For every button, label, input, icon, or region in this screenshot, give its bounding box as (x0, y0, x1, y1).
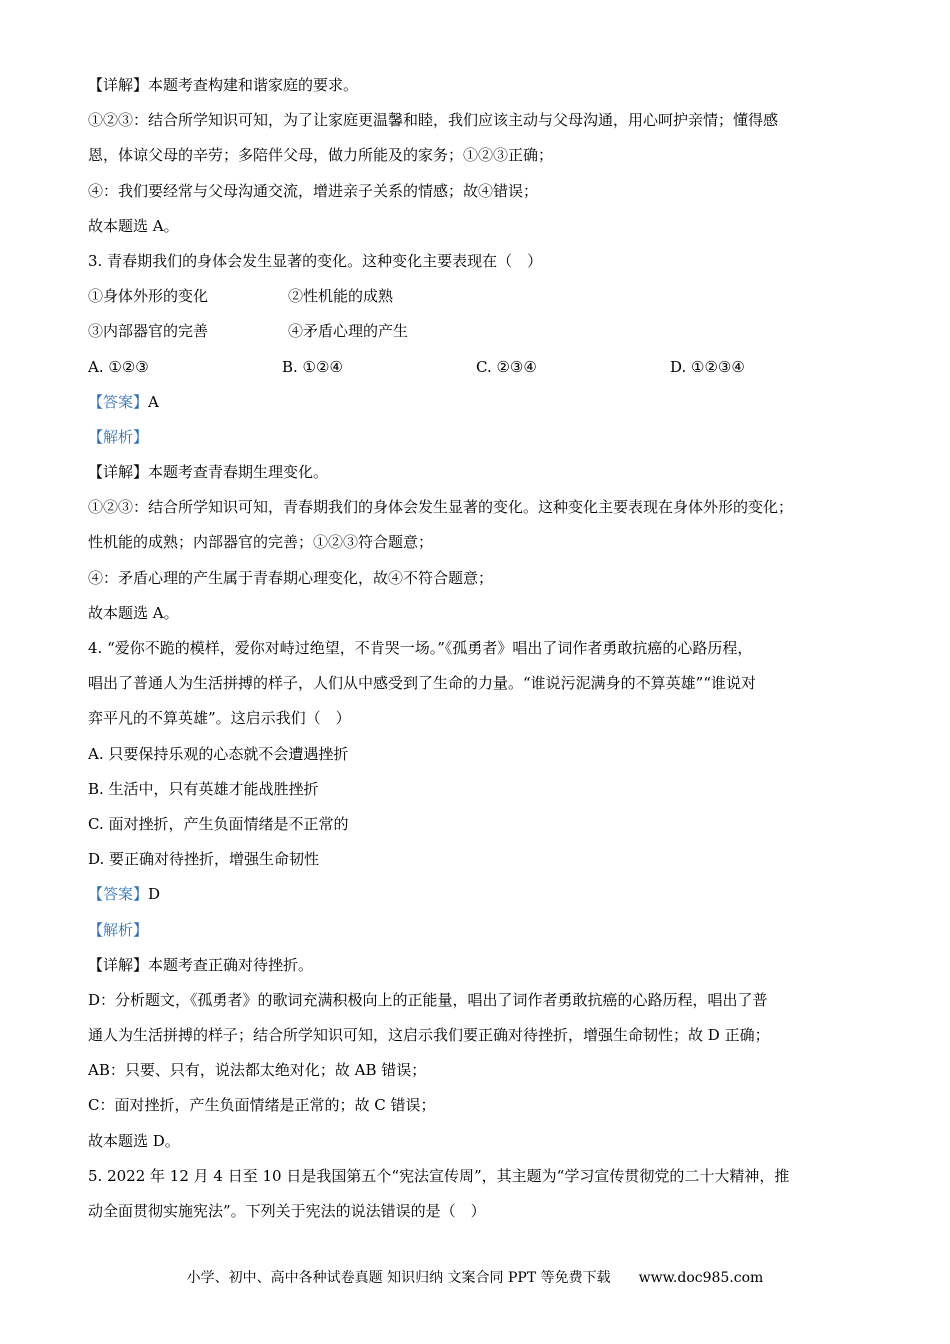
section-tag: 【详解】 (88, 463, 149, 482)
text-line: ④：矛盾心理的产生属于青春期心理变化，故④不符合题意； (88, 568, 494, 587)
section-text: 本题考查正确对待挫折。 (148, 955, 314, 974)
section-tag: 【详解】 (88, 955, 149, 974)
text-line: 动全面贯彻实施宪法”。下列关于宪法的说法错误的是（ ） (88, 1202, 486, 1220)
text-line: ④：我们要经常与父母沟通交流，增进亲子关系的情感；故④错误； (88, 181, 539, 200)
text-line: 恩，体谅父母的辛劳；多陪伴父母，做力所能及的家务；①②③正确； (88, 146, 554, 165)
section-text: 本题考查青春期生理变化。 (148, 463, 329, 482)
text-line: 5. 2022 年 12 月 4 日至 10 日是我国第五个“宪法宣传周”，其主题为“学习宣传贯彻党的二十大精神，推 (88, 1166, 790, 1185)
statement-option: ④矛盾心理的产生 (288, 322, 409, 341)
statement-option: ①身体外形的变化 (88, 287, 209, 306)
footer-url[interactable]: www.doc985.com (638, 1270, 764, 1286)
text-line: 通人为生活拼搏的样子；结合所学知识可知，这启示我们要正确对待挫折，增强生命韧性；故 D 正确； (88, 1026, 770, 1045)
text-line: B. 生活中，只有英雄才能战胜挫折 (88, 779, 319, 798)
text-line: 3. 青春期我们的身体会发生显著的变化。这种变化主要表现在（ ） (88, 251, 543, 270)
section-text: 本题考查构建和谐家庭的要求。 (148, 76, 359, 94)
text-line: 唱出了普通人为生活拼搏的样子，人们从中感受到了生命的力量。“谁说污泥满身的不算英雄”“谁说对 (88, 674, 757, 693)
text-line: 弈平凡的不算英雄”。这启示我们（ ） (88, 709, 351, 728)
detail-line (88, 948, 878, 983)
text-line: D：分析题文，《孤勇者》的歌词充满积极向上的正能量，唱出了词作者勇敢抗癌的心路历程，唱出了普 (88, 990, 768, 1009)
choice-option: A. ①②③ (88, 357, 149, 376)
detail-line (88, 455, 878, 490)
text-line: 故本题选 D。 (88, 1131, 180, 1150)
text-line: C：面对挫折，产生负面情绪是正常的；故 C 错误； (88, 1096, 436, 1115)
statement-option: ③内部器官的完善 (88, 322, 209, 341)
text-line: AB：只要、只有，说法都太绝对化；故 AB 错误； (88, 1061, 427, 1080)
text-line: 故本题选 A。 (88, 216, 179, 235)
choice-option: B. ①②④ (282, 357, 343, 376)
statement-option: ②性机能的成熟 (288, 287, 394, 306)
text-line: D. 要正确对待挫折，增强生命韧性 (88, 850, 320, 869)
text-line: ①②③：结合所学知识可知，为了让家庭更温馨和睦，我们应该主动与父母沟通，用心呵护亲情；懂得感 (88, 111, 779, 130)
text-line: C. 面对挫折，产生负面情绪是不正常的 (88, 814, 349, 833)
page-footer (0, 1267, 950, 1287)
analysis-line (88, 420, 878, 455)
section-text: D (148, 885, 161, 904)
text-line: ①②③：结合所学知识可知，青春期我们的身体会发生显著的变化。这种变化主要表现在身体外形的变化； (88, 498, 794, 517)
statement-options (88, 314, 878, 349)
section-text: A (148, 392, 159, 411)
choice-options (88, 350, 878, 385)
section-tag: 【答案】 (88, 392, 149, 411)
text-line: A. 只要保持乐观的心态就不会遭遇挫折 (88, 744, 349, 763)
statement-options (88, 279, 878, 314)
section-tag: 【解析】 (88, 920, 149, 939)
section-tag: 【答案】 (88, 885, 149, 904)
answer-line (88, 385, 878, 420)
text-line: 4. “爱你不跪的模样，爱你对峙过绝望，不肯哭一场。”《孤勇者》唱出了词作者勇敢抗癌的心路历程， (88, 639, 753, 657)
document-body (88, 68, 878, 1229)
text-line: 故本题选 A。 (88, 603, 179, 622)
analysis-line (88, 913, 878, 948)
detail-line (88, 68, 878, 103)
text-line: 性机能的成熟；内部器官的完善；①②③符合题意； (88, 533, 434, 552)
section-tag: 【解析】 (88, 427, 149, 446)
section-tag: 【详解】 (88, 76, 149, 94)
answer-line (88, 877, 878, 912)
choice-option: D. ①②③④ (670, 357, 745, 376)
choice-option: C. ②③④ (476, 357, 537, 376)
footer-text: 小学、初中、高中各种试卷真题 知识归纳 文案合同 PPT 等免费下载 (186, 1270, 611, 1286)
